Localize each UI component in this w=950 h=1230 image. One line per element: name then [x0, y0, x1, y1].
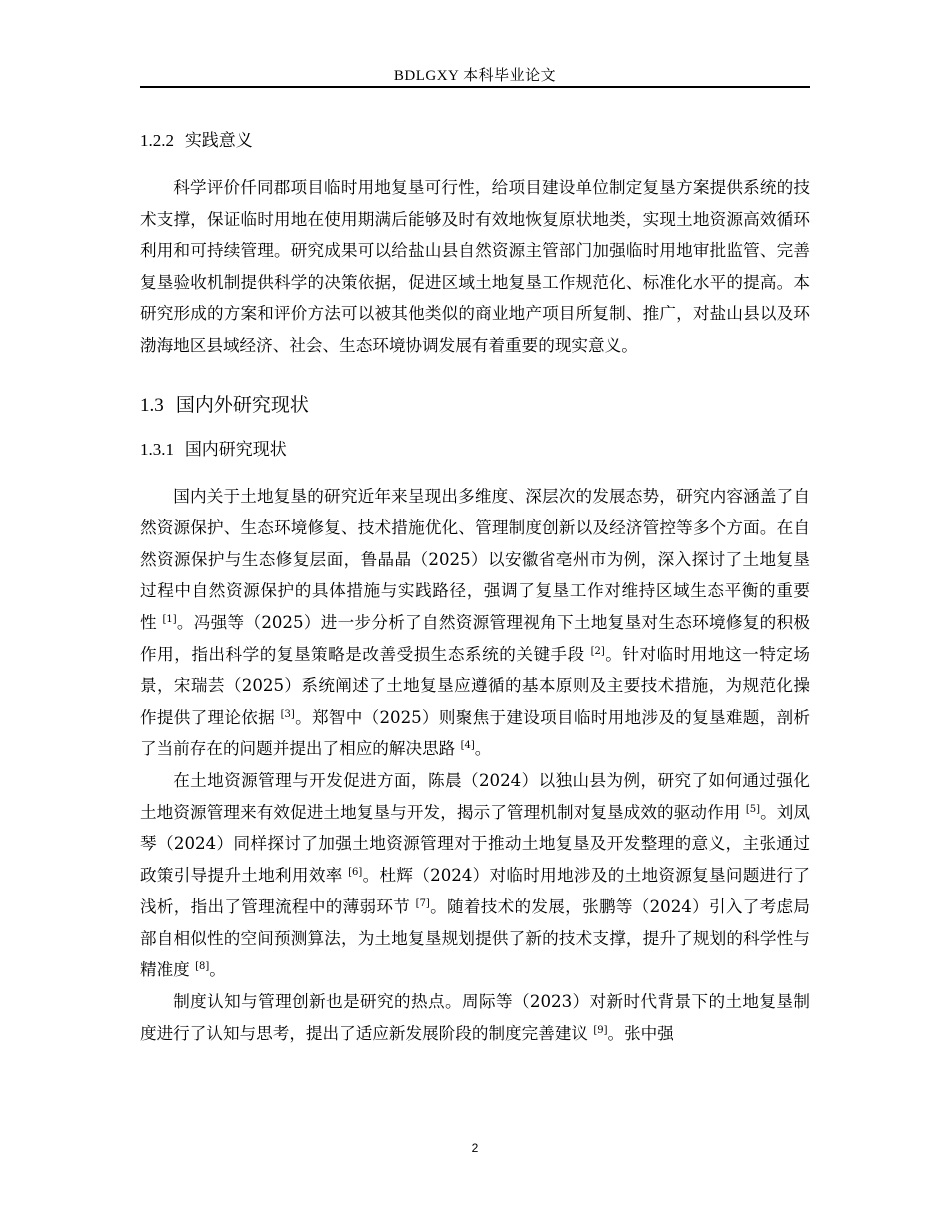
text-run: 。针对临时用地这一特定场景，宋瑞芸（2025）系统阐述了土地复垦应遵循的基本原则及主要技术措施，为规范化操作提供了理论依据	[140, 644, 811, 727]
page-content	[140, 126, 810, 1049]
citation-ref: [3]	[280, 708, 295, 720]
section-title: 国内研究现状	[184, 439, 287, 460]
citation-ref: [9]	[593, 1024, 608, 1036]
citation-ref: [4]	[460, 740, 475, 752]
header-rule	[140, 86, 810, 88]
text-run: 制度认知与管理创新也是研究的热点。周际等（2023）对新时代背景下的土地复垦制度进行了认知与思考，提出了适应新发展阶段的制度完善建议	[140, 992, 810, 1043]
paragraph-domestic-research-1	[140, 481, 810, 765]
section-number: 1.3.1	[140, 439, 174, 459]
page-number: 2	[471, 1141, 479, 1155]
text-run: 国内关于土地复垦的研究近年来呈现出多维度、深层次的发展态势，研究内容涵盖了自然资源保护、生态环境修复、技术措施优化、管理制度创新以及经济管控等多个方面。在自然资源保护与生态修复层面，鲁晶晶（2025）以安徽省亳州市为例，深入探讨了土地复垦过程中自然资源保护的具体措施与实践路径，强调了复垦工作对维持区域生态平衡的重要性	[140, 486, 810, 632]
text-run: 。	[209, 960, 226, 980]
section-heading-1-3-1	[140, 435, 810, 465]
text-run: 。张中强	[607, 1023, 674, 1043]
section-number: 1.3	[140, 394, 164, 416]
text-run: 。杜辉（2024）对临时用地涉及的土地资源复垦问题进行了浅析，指出了管理流程中的薄弱环节	[140, 865, 811, 917]
section-title: 实践意义	[184, 131, 253, 151]
text-run: 。随着技术的发展，张鹏等（2024）引入了考虑局部自相似性的空间预测算法，为土地复垦规划提供了新的技术支撑，提升了规划的科学性与精准度	[140, 897, 810, 980]
citation-ref: [7]	[415, 898, 430, 910]
citation-ref: [6]	[348, 866, 363, 878]
citation-ref: [8]	[195, 961, 210, 973]
paragraph-domestic-research-2	[140, 765, 810, 986]
section-title: 国内外研究现状	[175, 393, 309, 416]
citation-ref: [1]	[162, 613, 177, 625]
citation-ref: [2]	[590, 645, 605, 657]
paragraph-domestic-research-3	[140, 986, 810, 1049]
text-run: 。冯强等（2025）进一步分析了自然资源管理视角下土地复垦对生态环境修复的积极作用，指出科学的复垦策略是改善受损生态系统的关键手段	[140, 612, 810, 664]
text-run: 。郑智中（2025）则聚焦于建设项目临时用地涉及的复垦难题，剖析了当前存在的问题并提出了相应的解决思路	[140, 707, 810, 759]
text-run: 在土地资源管理与开发促进方面，陈晨（2024）以独山县为例，研究了如何通过强化土地资源管理来有效促进土地复垦与开发，揭示了管理机制对复垦成效的驱动作用	[140, 770, 810, 822]
running-header: BDLGXY 本科毕业论文	[393, 68, 557, 84]
section-heading-1-3	[140, 388, 810, 423]
citation-ref: [5]	[745, 803, 760, 815]
text-run: 。	[474, 739, 492, 759]
paragraph-practical-significance: 科学评价仟同郡项目临时用地复垦可行性，给项目建设单位制定复垦方案提供系统的技术支撑，保证临时用地在使用期满后能够及时有效地恢复原状地类，实现土地资源高效循环利用和可持续管理。研究成果可以给盐山县自然资源主管部门加强临时用地审批监管、完善复垦验收机制提供科学的决策依据，促进区域土地复垦工作规范化、标准化水平的提高。本研究形成的方案和评价方法可以被其他类似的商业地产项目所复制、推广，对盐山县以及环渤海地区县域经济、社会、生态环境协调发展有着重要的现实意义。	[140, 178, 810, 355]
section-heading-1-2-2	[140, 126, 810, 156]
text-run: 。刘凤琴（2024）同样探讨了加强土地资源管理对于推动土地复垦及开发整理的意义，主张通过政策引导提升土地利用效率	[140, 802, 811, 885]
section-number: 1.2.2	[140, 131, 174, 150]
